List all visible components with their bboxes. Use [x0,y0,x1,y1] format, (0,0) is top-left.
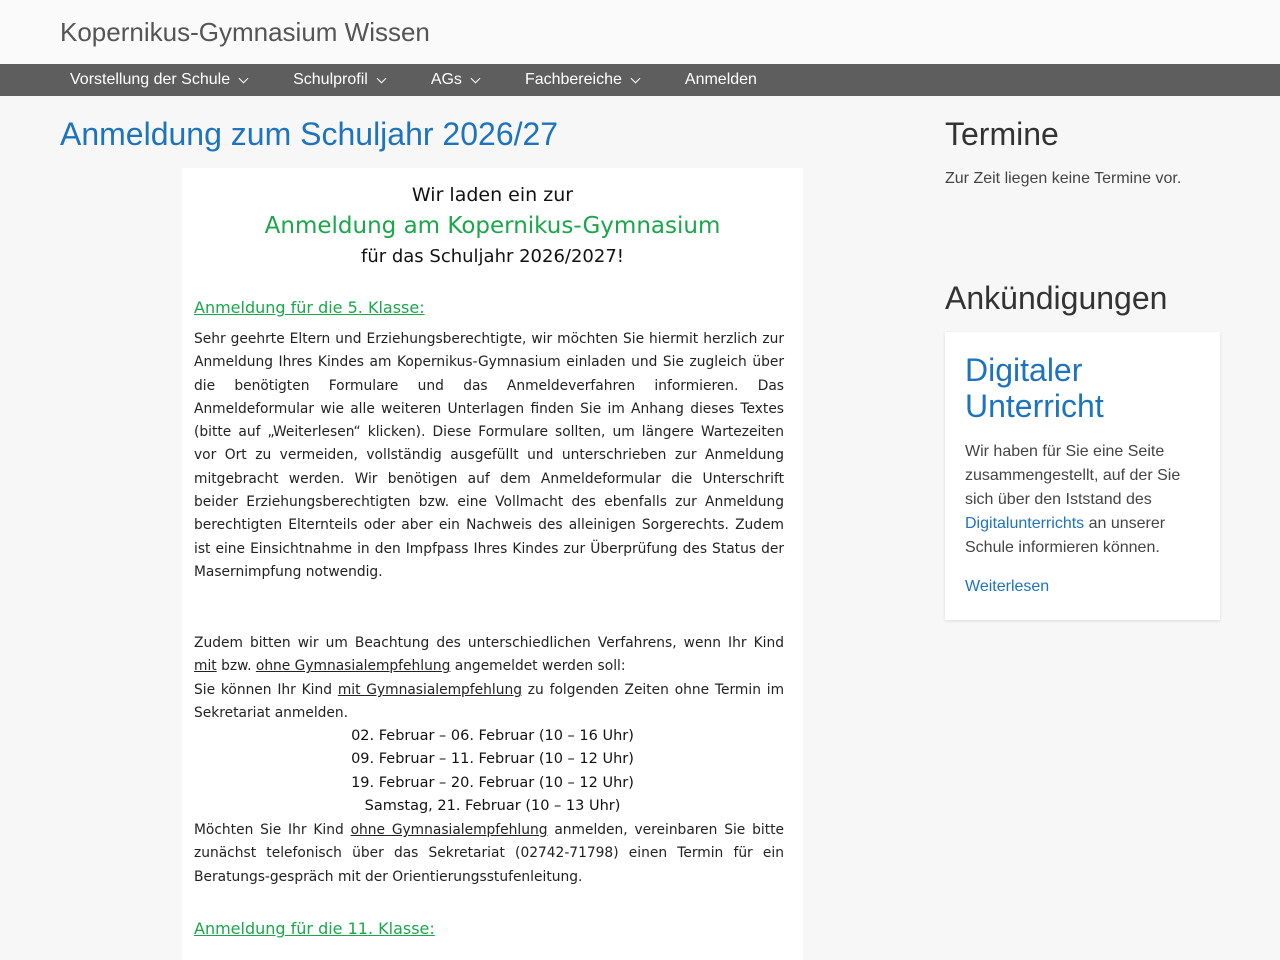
doc-text-underlined: ohne Gymnasialempfehlung [255,658,451,675]
doc-paragraph-intro: Sehr geehrte Eltern und Erziehungsberechtigte, wir möchten Sie hiermit herzlich zur Anmeldung Ihres Kindes am Kopernikus-Gymnasium einladen und Sie zugleich über die benötigten Formulare und das Anmeldeverfahren informieren. Das Anmeldeformular wie alle weiteren Unterlagen finden Sie im Anhang dieses Textes (bitte auf „Weiterlesen“ klicken). Diese Formulare sollten, um längere Wartezeiten vor Ort zu vermeiden, vollständig ausgefüllt und unterschrieben zur Anmeldung mitgebracht werden. Wir benötigen auf dem Anmeldeformular die Unterschrift beider Erziehungsberechtigten bzw. eine Vollmacht des ebenfalls zur Anmeldung berechtigten Elternteils oder aber ein Nachweis des alleinigen Sorgerechts. Zudem ist eine Einsichtnahme in den Impfpass Ihres Kindes zur Überprüfung des Status der Masernimpfung notwendig. [194,331,784,580]
doc-date-item: 02. Februar – 06. Februar (10 – 16 Uhr) [351,728,634,744]
nav-list [0,64,1280,96]
doc-text: Zudem bitten wir um Beachtung des unterschiedlichen Verfahrens, wenn Ihr Kind [194,635,784,651]
doc-subheading-class11: Anmeldung für die 11. Klasse: [194,919,435,938]
doc-paragraph-with-recommendation [194,679,784,726]
card-text-part: Wir haben für Sie eine Seite zusammengestellt, auf der Sie sich über den Iststand des [965,443,1181,508]
nav-item-fachbereiche[interactable] [525,64,639,96]
chevron-down-icon [376,73,386,83]
nav-item-vorstellung[interactable] [70,64,247,96]
doc-dates-list [182,725,803,818]
nav-item-label: Anmelden [684,71,757,88]
doc-date-item: 19. Februar – 20. Februar (10 – 12 Uhr) [351,774,634,791]
doc-heading-line1: Wir laden ein zur [411,184,574,206]
doc-text: angemeldet werden soll: [454,658,626,675]
nav-item-label: Schulprofil [293,71,368,88]
nav-item-ags[interactable] [431,64,479,96]
main-nav [0,64,1280,96]
ankuendigungen-title: Ankündigungen [945,280,1168,316]
site-title[interactable]: Kopernikus-Gymnasium Wissen [60,17,430,47]
doc-date-item: Samstag, 21. Februar (10 – 13 Uhr) [364,797,621,814]
announcement-card [945,332,1220,620]
chevron-down-icon [470,73,480,83]
nav-item-label: Vorstellung der Schule [70,71,231,88]
doc-text-underlined: mit [194,658,217,675]
card-title[interactable]: Digitaler Unterricht [965,352,1104,424]
announcement-document [182,168,803,960]
chevron-down-icon [239,73,249,83]
card-text [965,440,1205,560]
doc-text: bzw. [221,658,252,675]
doc-heading-line2: Anmeldung am Kopernikus-Gymnasium [264,213,721,239]
card-text-part: an unserer Schule informieren können. [965,515,1166,556]
doc-text: Möchten Sie Ihr Kind [194,822,344,838]
doc-text-underlined: mit Gymnasialempfehlung [337,682,522,698]
doc-heading-line3: für das Schuljahr 2026/2027! [360,246,625,267]
termine-title: Termine [945,116,1059,152]
chevron-down-icon [630,73,640,83]
doc-text: zu folgenden Zeiten ohne Termin im Sekretariat anmelden. [194,682,785,722]
doc-subheading-class5: Anmeldung für die 5. Klasse: [194,298,425,317]
nav-item-label: AGs [430,71,462,88]
read-more-link[interactable]: Weiterlesen [965,578,1050,595]
nav-item-schulprofil[interactable] [293,64,385,96]
page-title[interactable]: Anmeldung zum Schuljahr 2026/27 [60,116,559,152]
nav-item-label: Fachbereiche [524,71,622,88]
termine-text: Zur Zeit liegen keine Termine vor. [945,170,1182,187]
doc-paragraph-procedure [194,632,784,679]
doc-text: anmelden, vereinbaren Sie bitte zunächst telefonisch über das Sekretariat (02742-71798) einen Termin für ein Beratungs-gespräch mit der Orientierungsstufenleitung. [194,822,785,885]
doc-date-item: 09. Februar – 11. Februar (10 – 12 Uhr) [351,751,634,768]
doc-text: Sie können Ihr Kind [194,682,333,698]
doc-paragraph-without-recommendation [194,819,784,889]
nav-item-anmelden[interactable] [685,64,757,96]
site-header [0,0,1280,64]
doc-text-underlined: ohne Gymnasialempfehlung [350,822,548,838]
digitalunterricht-link[interactable]: Digitalunterrichts [965,515,1085,532]
